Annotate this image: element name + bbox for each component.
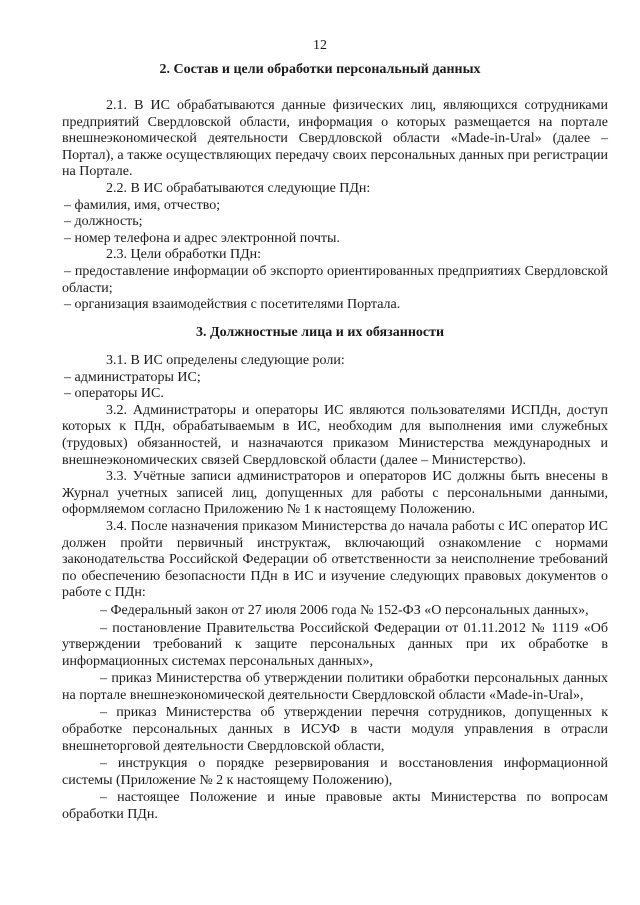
paragraph-3-1: 3.1. В ИС определены следующие роли:	[106, 353, 345, 368]
list-item: – администраторы ИС;	[64, 369, 201, 385]
list-item: – операторы ИС.	[64, 386, 164, 402]
page-number: 12	[313, 38, 327, 53]
paragraph-2-3: 2.3. Цели обработки ПДн:	[106, 247, 262, 263]
paragraph-3-3: 3.3. Учётные записи администраторов и операторов ИС должны быть внесены в Журнал учетных записей лиц, допущенных для работы с персональными данными, оформляемом согласно Приложению № 1 к настоящему Положению.	[62, 469, 608, 518]
list-item: – фамилия, имя, отчество;	[64, 197, 221, 213]
list-item: – предоставление информации об экспорто ориентированных предприятиях Свердловской области;	[62, 263, 608, 296]
list-item: – инструкция о порядке резервирования и восстановления информационной системы (Приложение № 2 к настоящему Положению),	[62, 756, 608, 788]
section-3-title: 3. Должностные лица и их обязанности	[195, 325, 445, 340]
list-item: – приказ Министерства об утверждении перечня сотрудников, допущенных к обработке персональных данных в ИСУФ в части модуля управления в отрасли внешнеторговой деятельности Свердловской области,	[62, 705, 608, 754]
list-item: – должность;	[64, 214, 143, 230]
paragraph-3-4: 3.4. После назначения приказом Министерства до начала работы с ИС оператор ИС должен пройти первичный инструктаж, включающий ознакомление с нормами законодательства Российской Федерации об ответственности за неисполнение требований по обеспечению безопасности ПДн в ИС и изучение следующих правовых документов о работе с ПДн:	[62, 518, 608, 601]
section-2-body	[62, 98, 608, 314]
list-item: – Федеральный закон от 27 июля 2006 года № 152-ФЗ «О персональных данных»,	[100, 602, 589, 618]
paragraph-3-2: 3.2. Администраторы и операторы ИС являются пользователями ИСПДн, доступ которых к ПДн, обрабатываемым в ИС, необходим для выполнения ими служебных (трудовых) обязанностей, и назначаются приказом Министерства международных и внешнеэкономических связей Свердловской области (далее – Министерство).	[62, 402, 608, 468]
list-item: – постановление Правительства Российской Федерации от 01.11.2012 № 1119 «Об утверждении требований к защите персональных данных при их обработке в информационных системах персональных данных»,	[62, 620, 608, 669]
section-3-body	[62, 353, 608, 824]
list-item: – организация взаимодействия с посетителями Портала.	[64, 297, 401, 313]
list-item: – настоящее Положение и иные правовые акты Министерства по вопросам обработки ПДн.	[62, 790, 608, 823]
paragraph-2-1: 2.1. В ИС обрабатываются данные физических лиц, являющихся сотрудниками предприятий Свердловской области, информация о которых размещается на портале внешнеэкономической деятельности Свердловской области «Made-in-Ural» (далее – Портал), а также осуществляющих передачу своих персональных данных при регистрации на Портале.	[62, 98, 608, 180]
list-item: – приказ Министерства об утверждении политики обработки персональных данных на портале внешнеэкономической деятельности Свердловской области «Made-in-Ural»,	[62, 671, 608, 703]
paragraph-2-2: 2.2. В ИС обрабатываются следующие ПДн:	[106, 180, 371, 196]
section-2-title: 2. Состав и цели обработки персональный данных	[159, 62, 481, 77]
list-item: – номер телефона и адрес электронной почты.	[64, 230, 340, 246]
